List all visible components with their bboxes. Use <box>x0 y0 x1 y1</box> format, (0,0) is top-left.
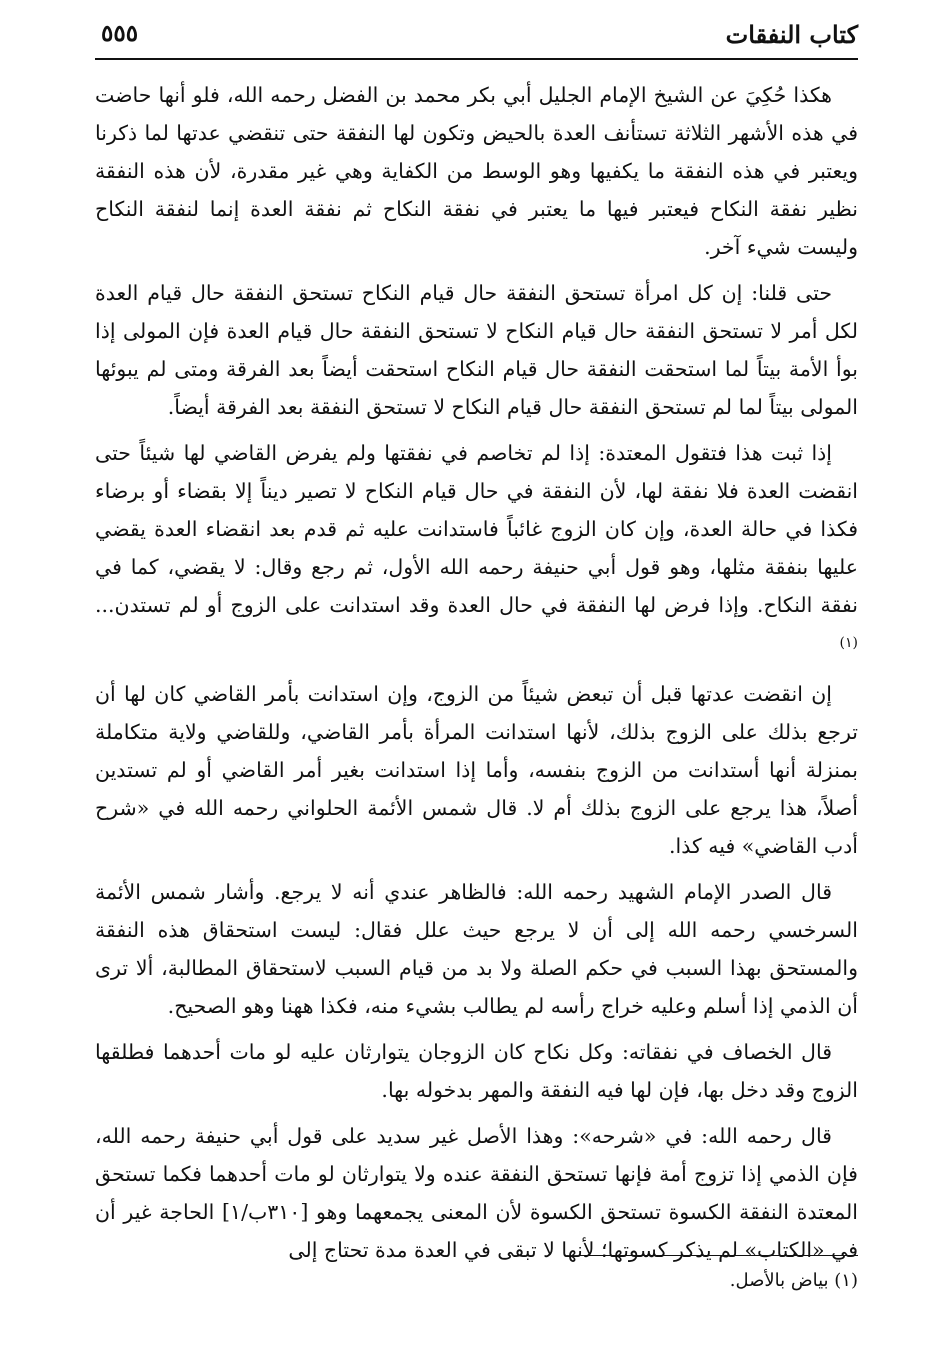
footnote-marker: (١) <box>839 635 858 651</box>
paragraph <box>95 434 858 667</box>
page-header <box>95 14 858 60</box>
page-number: ٥٥٥ <box>101 20 139 47</box>
paragraph: إن انقضت عدتها قبل أن تبعض شيئاً من الزوج، وإن استدانت بأمر القاضي كان لها أن ترجع بذلك على الزوج بذلك، لأنها استدانت المرأة بأمر القاضي، وللقاضي ولاية متكاملة بمنزلة أنها أستدانت من الزوج بنفسه، وأما إذا استدانت بغير أمر القاضي أو لم تستدين أصلاً، هذا يرجع على الزوج بذلك أم لا. قال شمس الأئمة الحلواني رحمه الله في «شرح أدب القاضي» فيه كذا. <box>95 681 858 858</box>
paragraph-text: إذا ثبت هذا فتقول المعتدة: إذا لم تخاصم في نفقتها ولم يفرض القاضي لها شيئاً حتى انقضت العدة فلا نفقة لها، لأن النفقة في حال قيام النكاح لا تصير ديناً إلا بقضاء أو برضاء فكذا في حالة العدة، وإن كان الزوج غائباً فاستدانت عليه ثم قدم بعد انقضاء العدة يقضي عليها بنفقة مثلها، وهو قول أبي حنيفة رحمه الله الأول، ثم رجع وقال: لا يقضي، كما في نفقة النكاح. وإذا فرض لها النفقة في حال العدة وقد استدانت على الزوج أو لم تستدن... <box>95 441 858 617</box>
paragraph: قال الصدر الإمام الشهيد رحمه الله: فالظاهر عندي أنه لا يرجع. وأشار شمس الأئمة السرخسي رحمه الله إلى أن لا يرجع حيث علل فقال: ليست استحقاق هذه النفقة والمستحق بهذا السبب في حكم الصلة ولا بد من قيام السبب لاستحقاق المطالبة، ألا ترى أن الذمي إذا أسلم وعليه خراج رأسه لم يطالب بشيء منه، فكذا ههنا وهو الصحيح. <box>95 879 858 1018</box>
paragraph: قال رحمه الله: في «شرحه»: وهذا الأصل غير سديد على قول أبي حنيفة رحمه الله، فإن الذمي إذا تزوج أمة فإنها تستحق النفقة عنده ولا يتوارثان لو مات أحدهما فكما تستحق المعتدة النفقة الكسوة تستحق الكسوة لأن المعنى يجمعهما وهو [٣١٠ب/١] الحاجة غير أن في «الكتاب» لم يذكر كسوتها؛ لأنها لا تبقى في العدة مدة تحتاج إلى <box>95 1123 859 1262</box>
paragraph: قال الخصاف في نفقاته: وكل نكاح كان الزوجان يتوارثان عليه لو مات أحدهما فطلقها الزوج وقد دخل بها، فإن لها فيه النفقة والمهر بدخوله بها. <box>95 1039 858 1102</box>
main-text <box>95 76 858 1277</box>
footnote-divider <box>580 1255 858 1256</box>
running-title: كتاب النفقات <box>725 20 858 49</box>
footnote: (١) بياض بالأصل. <box>729 1270 858 1291</box>
paragraph: هكذا حُكِيَ عن الشيخ الإمام الجليل أبي بكر محمد بن الفضل رحمه الله، فلو أنها حاضت في هذه الأشهر الثلاثة تستأنف العدة بالحيض وتكون لها النفقة حتى تنقضي عدتها لما ذكرنا ويعتبر في هذه النفقة ما يكفيها وهو الوسط من الكفاية وهي غير مقدرة، لأن هذه النفقة نظير نفقة النكاح فيعتبر فيها ما يعتبر في نفقة النكاح ثم نفقة العدة إنما لنفقة النكاح وليست شيء آخر. <box>95 83 858 259</box>
paragraph: حتى قلنا: إن كل امرأة تستحق النفقة حال قيام النكاح تستحق النفقة حال قيام العدة لكل أمر لا تستحق النفقة حال قيام النكاح لا تستحق النفقة حال قيام العدة فإن المولى إذا بوأ الأمة بيتاً لما استحقت النفقة حال قيام النكاح استحقت أيضاً بعد الفرقة ومتى لم يبوئها المولى بيتاً لما لم تستحق النفقة حال قيام النكاح لا تستحق النفقة بعد الفرقة أيضاً. <box>95 281 858 419</box>
